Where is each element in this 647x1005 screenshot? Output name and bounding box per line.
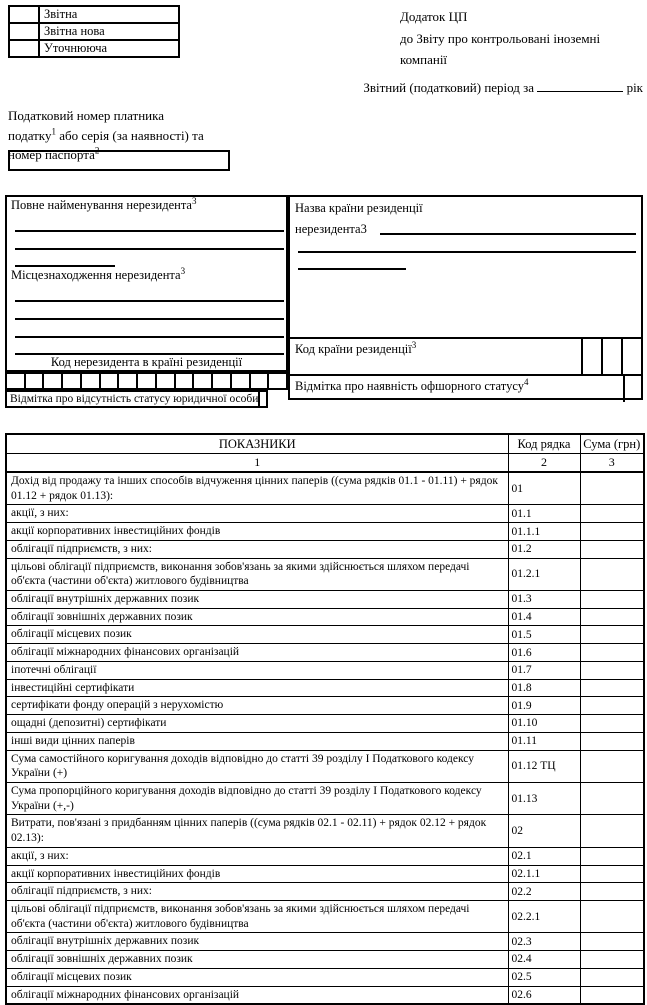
row-code: 02.1.1 bbox=[508, 865, 580, 883]
indicator-label: сертифікати фонду операцій з нерухомістю bbox=[6, 697, 508, 715]
char-cell[interactable] bbox=[251, 374, 270, 388]
fill-line[interactable] bbox=[15, 336, 284, 338]
table-row bbox=[6, 732, 644, 750]
report-type-row bbox=[10, 41, 178, 56]
report-type-checkbox-zvitna-nova[interactable] bbox=[10, 24, 40, 39]
table-header-row bbox=[6, 434, 644, 454]
row-code: 02 bbox=[508, 815, 580, 847]
report-type-row bbox=[10, 7, 178, 24]
country-name-label: Назва країни резиденції нерезидента3 bbox=[295, 201, 423, 236]
indicators-table bbox=[5, 433, 645, 1005]
no-legal-status-box bbox=[5, 390, 268, 408]
period-year-input[interactable] bbox=[537, 78, 623, 92]
report-type-label: Уточнююча bbox=[44, 41, 108, 55]
row-code: 01.1.1 bbox=[508, 523, 580, 541]
column-number-row bbox=[6, 454, 644, 473]
sum-input-cell[interactable] bbox=[580, 986, 644, 1004]
row-code: 01.4 bbox=[508, 608, 580, 626]
indicators-tbody bbox=[6, 472, 644, 1004]
table-row bbox=[6, 540, 644, 558]
char-cell[interactable] bbox=[119, 374, 138, 388]
char-cell[interactable] bbox=[138, 374, 157, 388]
col-header-indicators: ПОКАЗНИКИ bbox=[6, 434, 508, 454]
nonresident-full-name-label: Повне найменування нерезидента$^3$ bbox=[11, 195, 197, 212]
row-code: 01.11 bbox=[508, 732, 580, 750]
fill-line[interactable] bbox=[298, 251, 636, 253]
row-code: 02.5 bbox=[508, 968, 580, 986]
char-cell[interactable] bbox=[176, 374, 195, 388]
char-cell[interactable] bbox=[213, 374, 232, 388]
offshore-status-row bbox=[290, 374, 641, 402]
nonresident-code-caption: Код нерезидента в країні резиденції bbox=[50, 355, 243, 369]
nonresident-left-box bbox=[5, 195, 288, 372]
taxpayer-number-input[interactable] bbox=[8, 150, 230, 171]
indicator-label: облігації зовнішніх державних позик bbox=[6, 608, 508, 626]
indicator-label: акції корпоративних інвестиційних фондів bbox=[6, 523, 508, 541]
sum-input-cell[interactable] bbox=[580, 715, 644, 733]
table-row bbox=[6, 591, 644, 609]
report-type-label: Звітна bbox=[44, 7, 78, 21]
indicator-label: облігації міжнародних фінансових організацій bbox=[6, 644, 508, 662]
report-type-checkbox-zvitna[interactable] bbox=[10, 7, 40, 22]
indicator-label: цільові облігації підприємств, виконання зобов'язань за якими здійснюється шляхом передачі об'єкта (частини об'єкта) житлового будівництва bbox=[6, 900, 508, 932]
taxpayer-number-label-line3: номер паспорта$^2$ bbox=[8, 145, 100, 162]
row-code: 02.1 bbox=[508, 847, 580, 865]
row-code: 02.2 bbox=[508, 883, 580, 901]
row-code: 01 bbox=[508, 472, 580, 505]
char-cell[interactable] bbox=[621, 339, 641, 374]
sum-input-cell[interactable] bbox=[580, 732, 644, 750]
row-code: 01.10 bbox=[508, 715, 580, 733]
row-code: 01.13 bbox=[508, 782, 580, 814]
char-cell[interactable] bbox=[101, 374, 120, 388]
table-row bbox=[6, 644, 644, 662]
row-code: 02.3 bbox=[508, 933, 580, 951]
indicator-label: акції, з них: bbox=[6, 505, 508, 523]
table-row bbox=[6, 883, 644, 901]
table-row bbox=[6, 715, 644, 733]
table-row bbox=[6, 933, 644, 951]
nonresident-right-box bbox=[288, 195, 643, 400]
row-code: 01.3 bbox=[508, 591, 580, 609]
indicator-label: акції корпоративних інвестиційних фондів bbox=[6, 865, 508, 883]
indicator-label: Сума пропорційного коригування доходів відповідно до статті 39 розділу I Податкового кодексу України (+,-) bbox=[6, 782, 508, 814]
fill-line[interactable] bbox=[15, 300, 284, 302]
fill-line[interactable] bbox=[15, 248, 284, 250]
footnote-3: 3 bbox=[191, 195, 197, 206]
table-row bbox=[6, 558, 644, 590]
sum-input-cell[interactable] bbox=[580, 644, 644, 662]
sum-input-cell[interactable] bbox=[580, 933, 644, 951]
row-code: 02.6 bbox=[508, 986, 580, 1004]
sum-input-cell[interactable] bbox=[580, 591, 644, 609]
footnote-2: 2 bbox=[94, 145, 100, 156]
indicator-label: іпотечні облігації bbox=[6, 661, 508, 679]
char-cell[interactable] bbox=[601, 339, 621, 374]
reporting-period bbox=[0, 78, 643, 96]
footnote-1: 1 bbox=[51, 126, 56, 137]
footnote-3: 3 bbox=[411, 339, 417, 350]
char-cell[interactable] bbox=[82, 374, 101, 388]
indicator-label: ощадні (депозитні) сертифікати bbox=[6, 715, 508, 733]
sum-input-cell[interactable] bbox=[580, 951, 644, 969]
indicator-label: облігації місцевих позик bbox=[6, 626, 508, 644]
report-type-label: Звітна нова bbox=[44, 24, 105, 38]
indicator-label: облігації зовнішніх державних позик bbox=[6, 951, 508, 969]
table-row bbox=[6, 661, 644, 679]
indicator-label: облігації місцевих позик bbox=[6, 968, 508, 986]
sum-input-cell[interactable] bbox=[580, 472, 644, 505]
table-row bbox=[6, 472, 644, 505]
taxpayer-number-label-line1: Податковий номер платника bbox=[8, 108, 165, 123]
table-row bbox=[6, 523, 644, 541]
sum-input-cell[interactable] bbox=[580, 815, 644, 847]
row-code: 01.2 bbox=[508, 540, 580, 558]
country-code-cells bbox=[581, 339, 641, 374]
row-code: 01.5 bbox=[508, 626, 580, 644]
fill-line[interactable] bbox=[15, 230, 284, 232]
indicator-label: інші види цінних паперів bbox=[6, 732, 508, 750]
indicator-label: облігації внутрішніх державних позик bbox=[6, 591, 508, 609]
table-row bbox=[6, 986, 644, 1004]
fill-line[interactable] bbox=[298, 268, 406, 270]
table-row bbox=[6, 900, 644, 932]
table-row bbox=[6, 608, 644, 626]
indicator-label: інвестиційні сертифікати bbox=[6, 679, 508, 697]
char-cell[interactable] bbox=[157, 374, 176, 388]
indicator-label: акції, з них: bbox=[6, 847, 508, 865]
indicator-label: облігації підприємств, з них: bbox=[6, 883, 508, 901]
table-row bbox=[6, 697, 644, 715]
row-code: 01.12 ТЦ bbox=[508, 750, 580, 782]
fill-line[interactable] bbox=[15, 265, 115, 267]
no-legal-status-mark-cell[interactable] bbox=[258, 392, 266, 406]
appendix-title-line2: до Звіту про контрольовані іноземні bbox=[400, 30, 601, 46]
report-type-table bbox=[8, 5, 180, 58]
char-cell[interactable] bbox=[269, 374, 286, 388]
sum-input-cell[interactable] bbox=[580, 626, 644, 644]
sum-input-cell[interactable] bbox=[580, 782, 644, 814]
indicator-label: цільові облігації підприємств, виконання зобов'язань за якими здійснюється шляхом передачі об'єкта (частини об'єкта) житлового будівництва bbox=[6, 558, 508, 590]
nonresident-section bbox=[5, 195, 643, 408]
indicator-label: Витрати, пов'язані з придбанням цінних паперів ((сума рядків 02.1 - 02.11) + рядок 02.12 + рядок 02.13): bbox=[6, 815, 508, 847]
sum-input-cell[interactable] bbox=[580, 540, 644, 558]
row-code: 01.9 bbox=[508, 697, 580, 715]
taxpayer-number-label-line2: податку$^1$ або серія (за наявності) та bbox=[8, 126, 204, 143]
row-code: 01.7 bbox=[508, 661, 580, 679]
appendix-title bbox=[400, 6, 645, 71]
col-header-sum: Сума (грн) bbox=[580, 434, 644, 454]
country-code-label: Код країни резиденції$^3$ bbox=[295, 339, 417, 356]
sum-input-cell[interactable] bbox=[580, 505, 644, 523]
sum-input-cell[interactable] bbox=[580, 697, 644, 715]
sum-input-cell[interactable] bbox=[580, 661, 644, 679]
char-cell[interactable] bbox=[7, 374, 26, 388]
sum-input-cell[interactable] bbox=[580, 679, 644, 697]
indicator-label: облігації підприємств, з них: bbox=[6, 540, 508, 558]
table-row bbox=[6, 968, 644, 986]
indicator-label: Дохід від продажу та інших способів відчуження цінних паперів ((сума рядків 01.1 - 01.11) + рядок 01.12 + рядок 01.13): bbox=[6, 472, 508, 505]
row-code: 01.8 bbox=[508, 679, 580, 697]
table-row bbox=[6, 679, 644, 697]
table-row bbox=[6, 865, 644, 883]
col-header-row-code: Код рядка bbox=[508, 434, 580, 454]
table-row bbox=[6, 750, 644, 782]
report-type-row bbox=[10, 24, 178, 41]
table-row bbox=[6, 847, 644, 865]
table-row bbox=[6, 951, 644, 969]
period-prefix: Звітний (податковий) період за bbox=[363, 80, 535, 95]
char-cell[interactable] bbox=[232, 374, 251, 388]
indicator-label: облігації внутрішніх державних позик bbox=[6, 933, 508, 951]
indicator-label: облігації міжнародних фінансових організацій bbox=[6, 986, 508, 1004]
appendix-title-line1: Додаток ЦП bbox=[400, 9, 468, 24]
nonresident-code-cells bbox=[5, 372, 288, 390]
char-cell[interactable] bbox=[63, 374, 82, 388]
sum-input-cell[interactable] bbox=[580, 865, 644, 883]
footnote-3: 3 bbox=[180, 265, 186, 276]
sum-input-cell[interactable] bbox=[580, 968, 644, 986]
table-row bbox=[6, 782, 644, 814]
country-code-row bbox=[290, 337, 641, 374]
sum-input-cell[interactable] bbox=[580, 900, 644, 932]
sum-input-cell[interactable] bbox=[580, 883, 644, 901]
char-cell[interactable] bbox=[26, 374, 45, 388]
row-code: 01.2.1 bbox=[508, 558, 580, 590]
table-row bbox=[6, 505, 644, 523]
sum-input-cell[interactable] bbox=[580, 750, 644, 782]
indicator-label: Сума самостійного коригування доходів відповідно до статті 39 розділу I Податкового кодексу України (+) bbox=[6, 750, 508, 782]
sum-input-cell[interactable] bbox=[580, 558, 644, 590]
footnote-4: 4 bbox=[523, 376, 529, 387]
table-row bbox=[6, 626, 644, 644]
appendix-title-line3: компанії bbox=[400, 52, 448, 67]
row-code: 01.1 bbox=[508, 505, 580, 523]
fill-line[interactable] bbox=[15, 318, 284, 320]
col-number-3: 3 bbox=[580, 454, 644, 473]
row-code: 02.2.1 bbox=[508, 900, 580, 932]
offshore-status-label: Відмітка про наявність офшорного статусу$^4$ bbox=[295, 376, 529, 393]
row-code: 01.6 bbox=[508, 644, 580, 662]
table-row bbox=[6, 815, 644, 847]
col-number-1: 1 bbox=[6, 454, 508, 473]
sum-input-cell[interactable] bbox=[580, 523, 644, 541]
nonresident-location-label: Місцезнаходження нерезидента$^3$ bbox=[11, 265, 186, 282]
offshore-status-mark-cell[interactable] bbox=[623, 376, 641, 402]
no-legal-status-label: Відмітка про відсутність статусу юридичної особи bbox=[10, 393, 259, 405]
fill-line[interactable] bbox=[380, 233, 636, 235]
row-code: 02.4 bbox=[508, 951, 580, 969]
char-cell[interactable] bbox=[581, 339, 601, 374]
period-suffix: рік bbox=[626, 80, 643, 95]
sum-input-cell[interactable] bbox=[580, 847, 644, 865]
char-cell[interactable] bbox=[194, 374, 213, 388]
report-type-checkbox-utochniuiucha[interactable] bbox=[10, 41, 40, 56]
sum-input-cell[interactable] bbox=[580, 608, 644, 626]
col-number-2: 2 bbox=[508, 454, 580, 473]
char-cell[interactable] bbox=[44, 374, 63, 388]
